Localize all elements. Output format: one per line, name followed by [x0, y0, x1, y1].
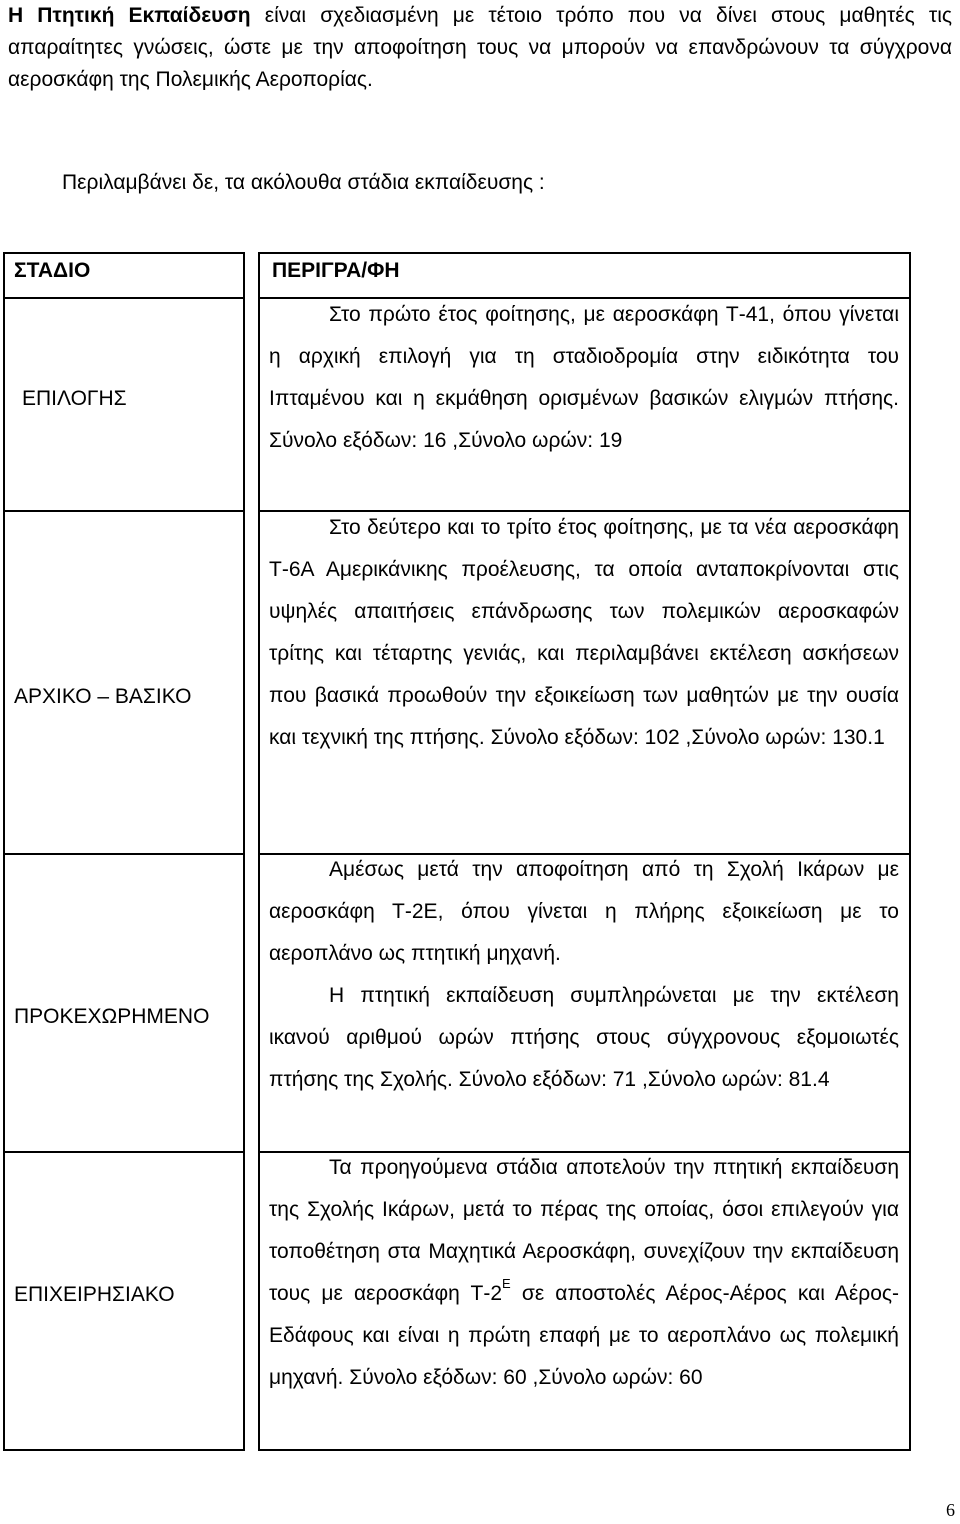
header-description: ΠΕΡΙΓΡΑ/ΦΗ	[272, 259, 400, 282]
stage-operational: ΕΠΙΧΕΙΡΗΣΙΑΚΟ	[14, 1283, 175, 1306]
description-text: Αμέσως μετά την αποφοίτηση από τη Σχολή Ικάρων με αεροσκάφη Τ-2Ε, όπου γίνεται η πλήρης εξοικείωση με το αεροπλάνο ως πτητική μηχανή.	[269, 858, 899, 965]
stage-operational-description	[269, 1147, 899, 1399]
stage-advanced-description	[269, 849, 899, 1101]
stage-initial-basic: ΑΡΧΙΚΟ – ΒΑΣΙΚΟ	[14, 685, 192, 708]
stage-initial-basic-description	[269, 507, 899, 759]
description-text: Στο δεύτερο και το τρίτο έτος φοίτησης, με τα νέα αεροσκάφη Τ-6Α Αμερικάνικης προέλευσης, τα οποία ανταποκρίνονται στις υψηλές απαιτήσεις επάνδρωσης των πολεμικών αεροσκαφών τρίτης και τέταρτης γενιάς, και περιλαμβάνει εκτέλεση ασκήσεων που βασικά προωθούν την εξοικείωση των μαθητών με την ουσία και τεχνική της πτήσης. Σύνολο εξόδων: 102 ,Σύνολο ωρών: 130.1	[269, 516, 899, 749]
stage-selection: ΕΠΙΛΟΓΗΣ	[22, 387, 127, 410]
row-divider	[3, 853, 245, 855]
row-divider	[3, 510, 245, 512]
subheading: Περιλαμβάνει δε, τα ακόλουθα στάδια εκπαίδευσης :	[62, 171, 545, 194]
description-text-part: Τα προηγούμενα στάδια αποτελούν την πτητική εκπαίδευση της Σχολής Ικάρων, μετά το πέρας της οποίας, όσοι επιλεγούν για τοποθέτηση στα Μαχητικά Αεροσκάφη, συνεχίζουν την εκπαίδευση τους με αεροσκάφη Τ-2	[269, 1156, 899, 1305]
stage-selection-description	[269, 294, 899, 462]
description-text-part: σε αποστολές Αέρος-Αέρος και Αέρος-Εδάφους και είναι η πρώτη επαφή με το αεροπλάνο ως πολεμική μηχανή. Σύνολο εξόδων: 60 ,Σύνολο ωρών: 60	[269, 1282, 900, 1389]
left-column	[3, 252, 245, 1451]
intro-text: είναι σχεδιασμένη με τέτοιο τρόπο που να δίνει στους μαθητές τις απαραίτητες γνώσεις, ώστε με την αποφοίτηση τους να μπορούν να επανδρώνουν τα σύγχρονα αεροσκάφη της Πολεμικής Αεροπορίας.	[8, 4, 952, 91]
intro-paragraph	[8, 0, 952, 96]
stage-advanced: ΠΡΟΚΕΧΩΡΗΜΕΝΟ	[14, 1005, 210, 1028]
row-divider	[3, 297, 245, 299]
superscript: Ε	[502, 1276, 511, 1291]
intro-bold-lead: Η Πτητική Εκπαίδευση	[8, 4, 251, 27]
page-number: 6	[946, 1500, 955, 1520]
description-text: Στο πρώτο έτος φοίτησης, με αεροσκάφη Τ-41, όπου γίνεται η αρχική επιλογή για τη σταδιοδρομία στην ειδικότητα του Ιπταμένου και η εκμάθηση ορισμένων βασικών ελιγμών πτήσης. Σύνολο εξόδων: 16 ,Σύνολο ωρών: 19	[269, 303, 899, 452]
description-text: Η πτητική εκπαίδευση συμπληρώνεται με την εκτέλεση ικανού αριθμού ωρών πτήσης στους σύγχρονους εξομοιωτές πτήσης της Σχολής. Σύνολο εξόδων: 71 ,Σύνολο ωρών: 81.4	[269, 984, 899, 1091]
row-divider	[3, 1151, 245, 1153]
description-text	[269, 1147, 899, 1399]
header-stage: ΣΤΑΔΙΟ	[14, 259, 91, 282]
